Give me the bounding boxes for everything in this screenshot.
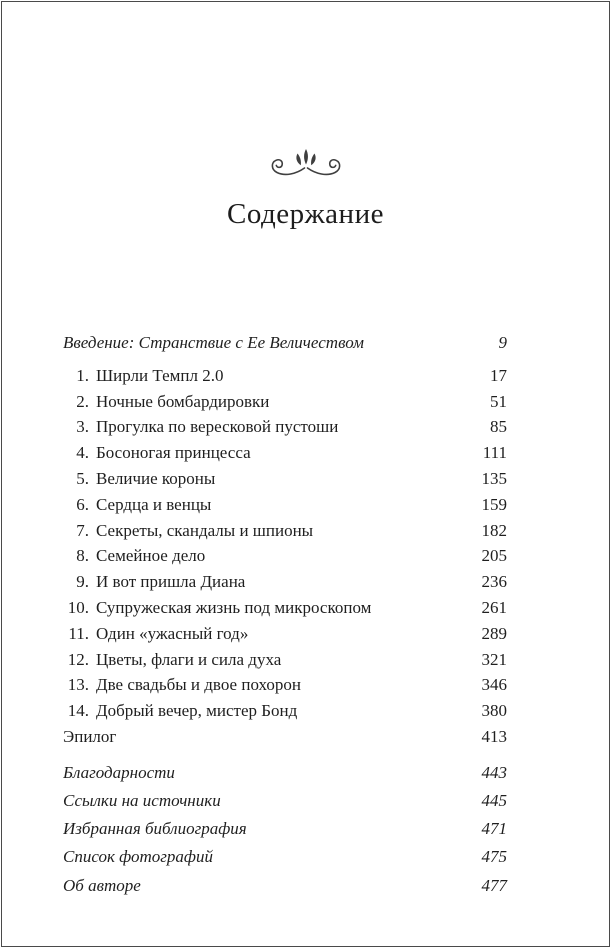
entry-page-number: 443 (481, 762, 507, 782)
entry-label: Ссылки на источники (63, 790, 221, 810)
entry-page-number: 135 (481, 468, 507, 488)
entry-label: Добрый вечер, мистер Бонд (96, 701, 298, 721)
entry-page-number: 85 (490, 417, 507, 437)
entry-number: 10. (67, 597, 89, 617)
entry-label: Об авторе (63, 875, 141, 895)
entry-page-number: 477 (481, 875, 507, 895)
entry-label: Прогулка по вересковой пустоши (96, 417, 339, 437)
entry-label: Величие короны (96, 468, 216, 488)
entry-label: Эпилог (63, 726, 117, 746)
toc-entry-chapter (63, 647, 507, 673)
entry-page-number: 475 (481, 847, 507, 867)
entry-page-number: 445 (481, 790, 507, 810)
entry-page-number: 111 (482, 443, 507, 463)
entry-number: 3. (76, 417, 89, 437)
entry-label: Ширли Темпл 2.0 (96, 365, 224, 385)
toc-entry-intro (63, 330, 507, 356)
backmatter-list (63, 759, 507, 900)
entry-label: Сердца и венцы (96, 494, 212, 514)
toc-entry-chapter (63, 363, 507, 389)
entry-page-number: 51 (490, 391, 507, 411)
entry-number: 14. (67, 701, 89, 721)
entry-label: Избранная библиография (63, 819, 247, 839)
table-of-contents (63, 330, 507, 900)
entry-number: 6. (76, 494, 89, 514)
entry-label: Список фотографий (63, 847, 213, 867)
entry-page-number: 413 (481, 726, 507, 746)
toc-entry-chapter (63, 440, 507, 466)
entry-page-number: 236 (481, 572, 507, 592)
entry-page-number: 471 (481, 819, 507, 839)
entry-number: 4. (76, 443, 89, 463)
toc-entry-chapter (63, 389, 507, 415)
toc-entry-chapter (63, 414, 507, 440)
entry-page-number: 9 (498, 333, 507, 352)
entry-number: 5. (76, 468, 89, 488)
toc-entry-backmatter (63, 872, 507, 900)
toc-entry-backmatter (63, 759, 507, 787)
toc-entry-epilogue (63, 724, 507, 750)
entry-label: Секреты, скандалы и шпионы (96, 520, 314, 540)
entry-label: Босоногая принцесса (96, 443, 251, 463)
page-title: Содержание (227, 198, 384, 230)
entry-page-number: 182 (481, 520, 507, 540)
toc-entry-chapter (63, 698, 507, 724)
entry-number: 7. (76, 520, 89, 540)
entry-number: 1. (76, 365, 89, 385)
entry-number: 8. (76, 546, 89, 566)
entry-page-number: 205 (481, 546, 507, 566)
entry-page-number: 346 (481, 675, 507, 695)
entry-label: Ночные бомбардировки (96, 391, 270, 411)
entry-label: Один «ужасный год» (96, 623, 249, 643)
entry-label: И вот пришла Диана (96, 572, 246, 592)
toc-entry-chapter (63, 518, 507, 544)
entry-page-number: 380 (481, 701, 507, 721)
toc-entry-chapter (63, 569, 507, 595)
entry-label: Цветы, флаги и сила духа (96, 649, 282, 669)
entry-page-number: 321 (481, 649, 507, 669)
entry-number: 12. (67, 649, 89, 669)
toc-entry-chapter (63, 672, 507, 698)
entry-label: Супружеская жизнь под микроскопом (96, 597, 372, 617)
toc-entry-chapter (63, 621, 507, 647)
chapter-list (63, 363, 507, 724)
entry-page-number: 17 (490, 365, 507, 385)
toc-entry-chapter (63, 595, 507, 621)
fleuron-ornament-icon (0, 148, 611, 187)
toc-entry-chapter (63, 543, 507, 569)
entry-label: Семейное дело (96, 546, 206, 566)
entry-page-number: 289 (481, 623, 507, 643)
toc-entry-backmatter (63, 787, 507, 815)
entry-number: 13. (67, 675, 89, 695)
toc-entry-chapter (63, 466, 507, 492)
toc-entry-chapter (63, 492, 507, 518)
entry-label: Введение: Странствие с Ее Величеством (63, 333, 364, 352)
entry-number: 11. (68, 623, 89, 643)
entry-number: 2. (76, 391, 89, 411)
toc-entry-backmatter (63, 843, 507, 871)
entry-page-number: 159 (481, 494, 507, 514)
entry-label: Благодарности (63, 762, 175, 782)
entry-label: Две свадьбы и двое похорон (96, 675, 301, 695)
toc-entry-backmatter (63, 815, 507, 843)
entry-number: 9. (76, 572, 89, 592)
entry-page-number: 261 (481, 597, 507, 617)
